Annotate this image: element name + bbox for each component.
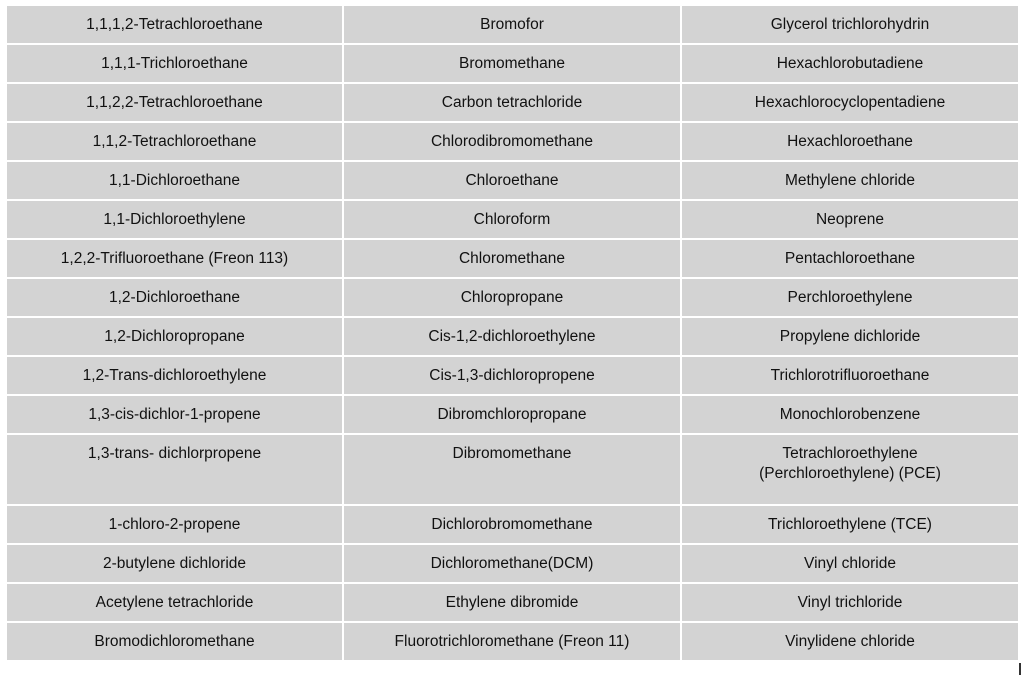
table-cell: Carbon tetrachloride: [344, 84, 680, 121]
table-cell: Chlorodibromomethane: [344, 123, 680, 160]
table-cell: Vinyl chloride: [682, 545, 1018, 582]
table-cell: 1,2-Trans-dichloroethylene: [7, 357, 342, 394]
table-cell: Chloropropane: [344, 279, 680, 316]
table-cell: Ethylene dibromide: [344, 584, 680, 621]
table-cell: Dibromchloropropane: [344, 396, 680, 433]
table-cell: Hexachlorocyclopentadiene: [682, 84, 1018, 121]
table-cell: Propylene dichloride: [682, 318, 1018, 355]
table-row: [7, 357, 1018, 394]
table-cell: Fluorotrichloromethane (Freon 11): [344, 623, 680, 660]
table-row: [7, 240, 1018, 277]
table-cell: 1,1-Dichloroethane: [7, 162, 342, 199]
table-cell: 1,2-Dichloroethane: [7, 279, 342, 316]
table-cell: Neoprene: [682, 201, 1018, 238]
table-cell: 1,1,1,2-Tetrachloroethane: [7, 6, 342, 43]
table-cell: Bromomethane: [344, 45, 680, 82]
table-cell: Dibromomethane: [344, 435, 680, 504]
table-cell: Pentachloroethane: [682, 240, 1018, 277]
table-row: [7, 279, 1018, 316]
table-cell: Cis-1,2-dichloroethylene: [344, 318, 680, 355]
table-cell: Tetrachloroethylene (Perchloroethylene) (PCE): [682, 435, 1018, 504]
table-cell: Glycerol trichlorohydrin: [682, 6, 1018, 43]
table-cell: 1,2-Dichloropropane: [7, 318, 342, 355]
table-cell: Cis-1,3-dichloropropene: [344, 357, 680, 394]
table-cell: Chloroethane: [344, 162, 680, 199]
table-cell: Chloromethane: [344, 240, 680, 277]
table-row: [7, 162, 1018, 199]
edge-mark: [1019, 663, 1021, 675]
table-cell: Vinyl trichloride: [682, 584, 1018, 621]
table-cell: Hexachlorobutadiene: [682, 45, 1018, 82]
table-row: [7, 584, 1018, 621]
table-cell: Chloroform: [344, 201, 680, 238]
table-cell: 1,1-Dichloroethylene: [7, 201, 342, 238]
table-row: [7, 84, 1018, 121]
table-cell: 1,1,2,2-Tetrachloroethane: [7, 84, 342, 121]
table-cell: Perchloroethylene: [682, 279, 1018, 316]
table-cell: 1,3-cis-dichlor-1-propene: [7, 396, 342, 433]
table-cell: Bromofor: [344, 6, 680, 43]
table-cell: Trichloroethylene (TCE): [682, 506, 1018, 543]
table-cell: Dichlorobromomethane: [344, 506, 680, 543]
solvents-table-container: [5, 4, 1020, 662]
solvents-table: [5, 4, 1020, 662]
table-row: [7, 45, 1018, 82]
table-row: [7, 123, 1018, 160]
table-cell: 1,3-trans- dichlorpropene: [7, 435, 342, 504]
table-cell: Vinylidene chloride: [682, 623, 1018, 660]
table-row: [7, 435, 1018, 504]
table-cell: Methylene chloride: [682, 162, 1018, 199]
table-cell: Trichlorotrifluoroethane: [682, 357, 1018, 394]
table-cell: 1,2,2-Trifluoroethane (Freon 113): [7, 240, 342, 277]
table-cell: 2-butylene dichloride: [7, 545, 342, 582]
table-row: [7, 201, 1018, 238]
table-row: [7, 545, 1018, 582]
table-cell: 1,1,1-Trichloroethane: [7, 45, 342, 82]
table-row: [7, 6, 1018, 43]
table-cell: Bromodichloromethane: [7, 623, 342, 660]
table-row: [7, 623, 1018, 660]
table-row: [7, 396, 1018, 433]
table-cell: 1,1,2-Tetrachloroethane: [7, 123, 342, 160]
table-row: [7, 506, 1018, 543]
table-cell: Monochlorobenzene: [682, 396, 1018, 433]
table-row: [7, 318, 1018, 355]
table-cell: Hexachloroethane: [682, 123, 1018, 160]
table-cell: Dichloromethane(DCM): [344, 545, 680, 582]
table-cell: 1-chloro-2-propene: [7, 506, 342, 543]
table-cell: Acetylene tetrachloride: [7, 584, 342, 621]
